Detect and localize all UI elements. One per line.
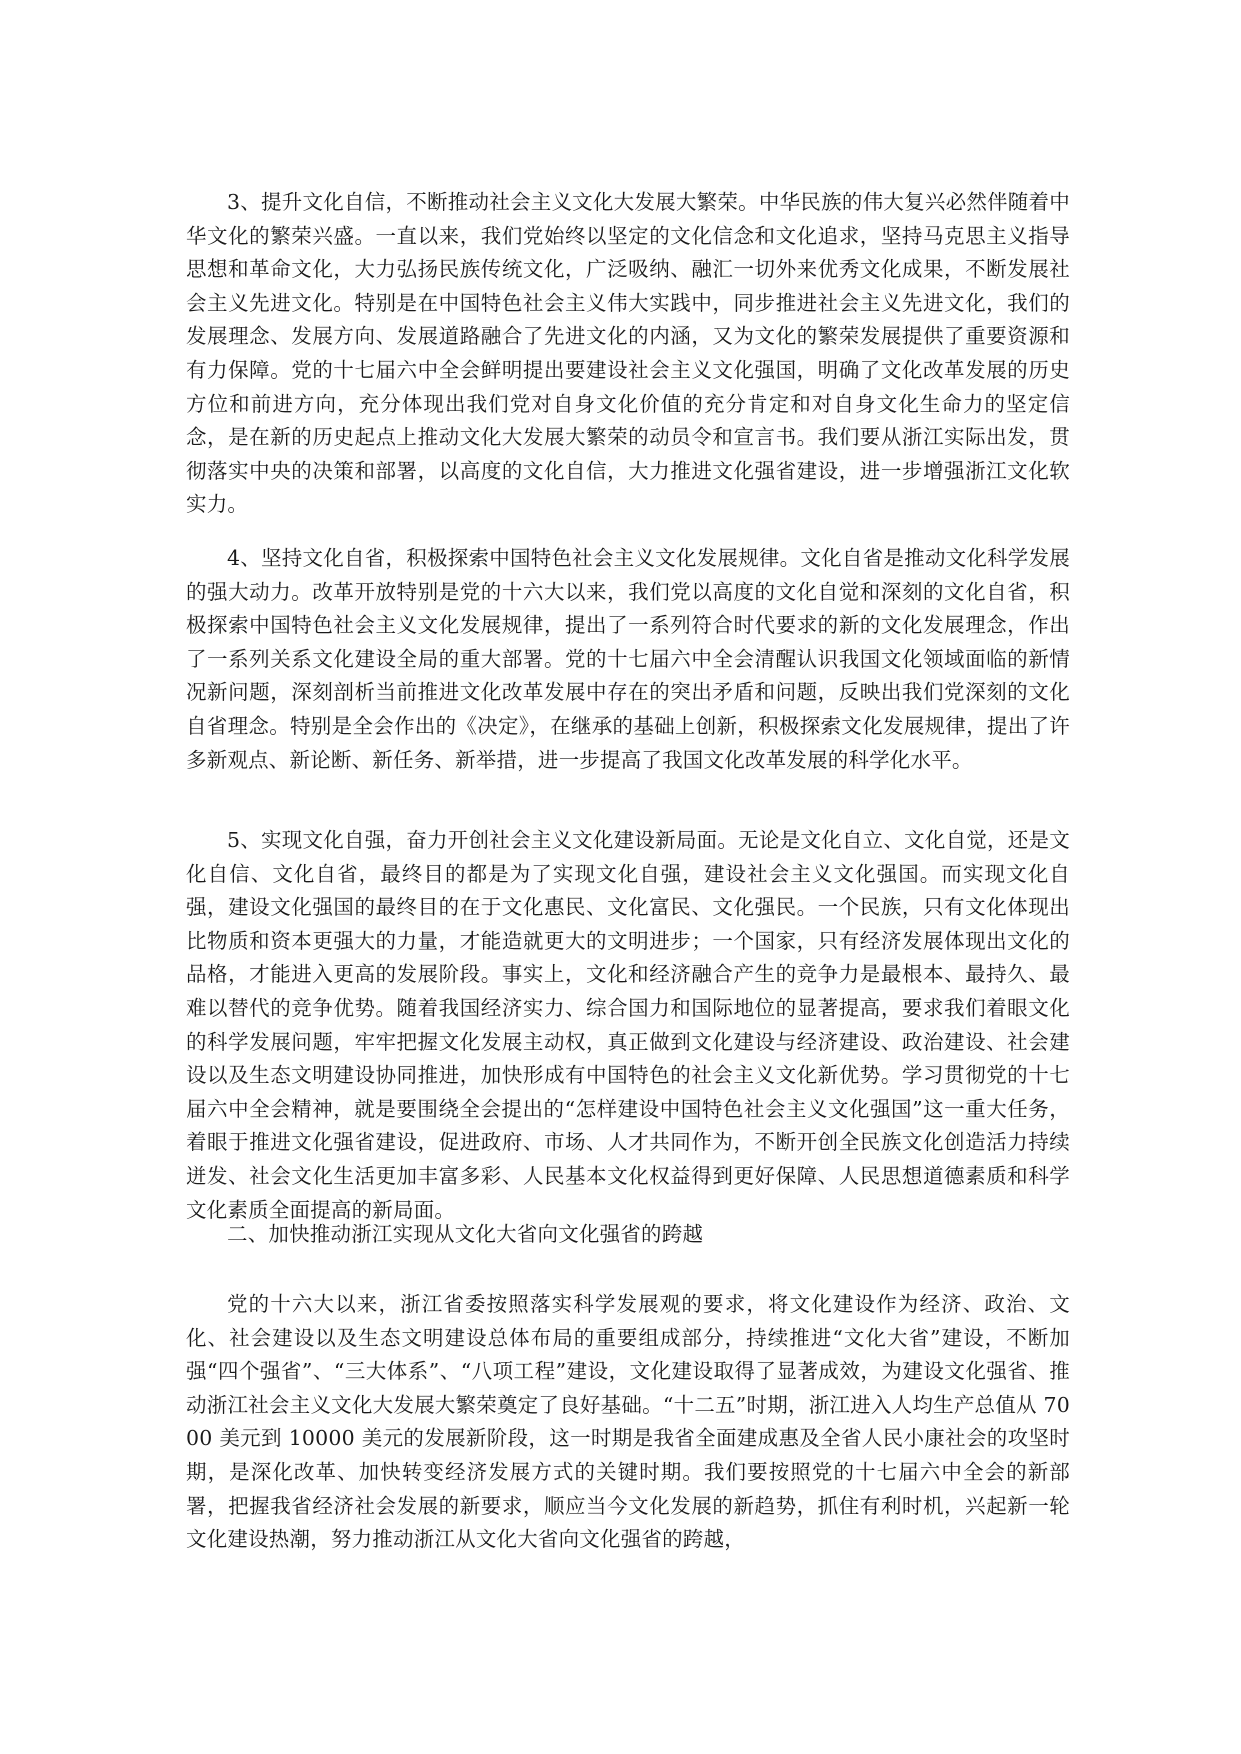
- section-heading: 二、加快推动浙江实现从文化大省向文化强省的跨越: [227, 1222, 704, 1246]
- paragraph-cultural-confidence: 3、提升文化自信，不断推动社会主义文化大发展大繁荣。中华民族的伟大复兴必然伴随着中华文化的繁荣兴盛。一直以来，我们党始终以坚定的文化信念和文化追求，坚持马克思主义指导思想和革命文化，大力弘扬民族传统文化，广泛吸纳、融汇一切外来优秀文化成果，不断发展社会主义先进文化。特别是在中国特色社会主义伟大实践中，同步推进社会主义先进文化，我们的发展理念、发展方向、发展道路融合了先进文化的内涵，又为文化的繁荣发展提供了重要资源和有力保障。党的十七届六中全会鲜明提出要建设社会主义文化强国，明确了文化改革发展的历史方位和前进方向，充分体现出我们党对自身文化价值的充分肯定和对自身文化生命力的坚定信念，是在新的历史起点上推动文化大发展大繁荣的动员令和宣言书。我们要从浙江实际出发，贯彻落实中央的决策和部署，以高度的文化自信，大力推进文化强省建设，进一步增强浙江文化软实力。: [186, 190, 1070, 517]
- paragraph-zhejiang-progress: 党的十六大以来，浙江省委按照落实科学发展观的要求，将文化建设作为经济、政治、文化、社会建设以及生态文明建设总体布局的重要组成部分，持续推进“文化大省”建设，不断加强“四个强省”、“三大体系”、“八项工程”建设，文化建设取得了显著成效，为建设文化强省、推动浙江社会主义文化大发展大繁荣奠定了良好基础。“十二五”时期，浙江进入人均生产总值从 7000 美元到 10000 美元的发展新阶段，这一时期是我省全面建成惠及全省人民小康社会的攻坚时期，是深化改革、加快转变经济发展方式的关键时期。我们要按照党的十七届六中全会的新部署，把握我省经济社会发展的新要求，顺应当今文化发展的新趋势，抓住有利时机，兴起新一轮文化建设热潮，努力推动浙江从文化大省向文化强省的跨越，: [186, 1292, 1070, 1552]
- paragraph-cultural-reflection: 4、坚持文化自省，积极探索中国特色社会主义文化发展规律。文化自省是推动文化科学发展的强大动力。改革开放特别是党的十六大以来，我们党以高度的文化自觉和深刻的文化自省，积极探索中国特色社会主义文化发展规律，提出了一系列符合时代要求的新的文化发展理念，作出了一系列关系文化建设全局的重大部署。党的十七届六中全会清醒认识我国文化领域面临的新情况新问题，深刻剖析当前推进文化改革发展中存在的突出矛盾和问题，反映出我们党深刻的文化自省理念。特别是全会作出的《决定》，在继承的基础上创新，积极探索文化发展规律，提出了许多新观点、新论断、新任务、新举措，进一步提高了我国文化改革发展的科学化水平。: [186, 546, 1070, 772]
- paragraph-cultural-strength: 5、实现文化自强，奋力开创社会主义文化建设新局面。无论是文化自立、文化自觉，还是文化自信、文化自省，最终目的都是为了实现文化自强，建设社会主义文化强国。而实现文化自强，建设文化强国的最终目的在于文化惠民、文化富民、文化强民。一个民族，只有文化体现出比物质和资本更强大的力量，才能造就更大的文明进步；一个国家，只有经济发展体现出文化的品格，才能进入更高的发展阶段。事实上，文化和经济融合产生的竞争力是最根本、最持久、最难以替代的竞争优势。随着我国经济实力、综合国力和国际地位的显著提高，要求我们着眼文化的科学发展问题，牢牢把握文化发展主动权，真正做到文化建设与经济建设、政治建设、社会建设以及生态文明建设协同推进，加快形成有中国特色的社会主义文化新优势。学习贯彻党的十七届六中全会精神，就是要围绕全会提出的“怎样建设中国特色社会主义文化强国”这一重大任务，着眼于推进文化强省建设，促进政府、市场、人才共同作为，不断开创全民族文化创造活力持续迸发、社会文化生活更加丰富多彩、人民基本文化权益得到更好保障、人民思想道德素质和科学文化素质全面提高的新局面。: [186, 828, 1070, 1222]
